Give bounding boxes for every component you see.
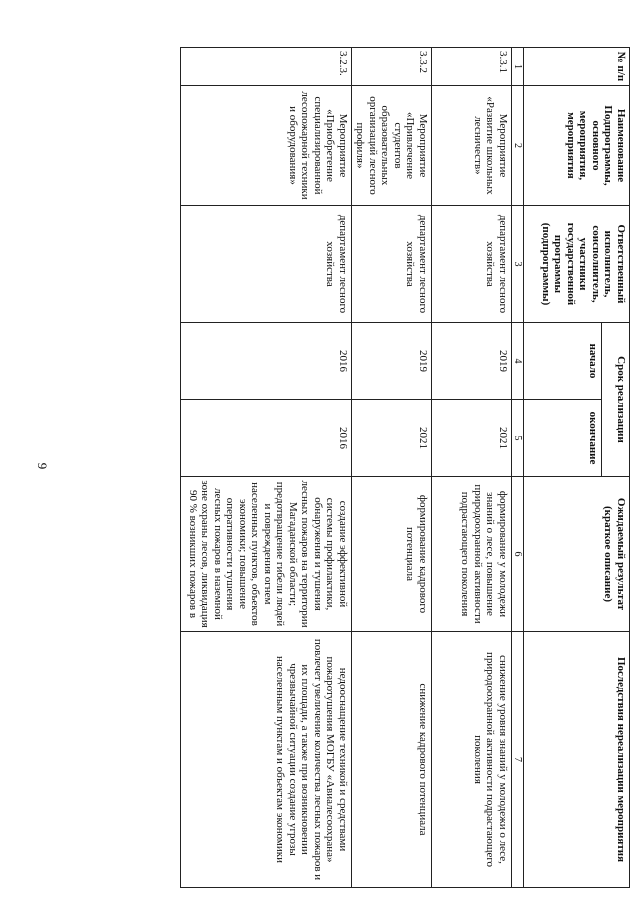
header-consequence: Последствия нереализации мероприятия [524, 632, 630, 888]
row-num: 3.3.2 [352, 48, 432, 86]
header-end: окончание [524, 400, 602, 477]
table-row [181, 48, 352, 888]
column-number: 1 [512, 48, 524, 86]
column-number: 4 [512, 323, 524, 400]
column-number: 3 [512, 206, 524, 323]
row-num: 3.2.3. [181, 48, 352, 86]
header-num: № п/п [524, 48, 630, 86]
row-name: Мероприятие «Привлечение студентов образовательных организаций лесного профиля» [352, 86, 432, 206]
table-row [352, 48, 432, 888]
column-number: 6 [512, 477, 524, 632]
row-consequence: снижение уровня знаний у молодежи о лесе, природоохранной активности подрастающего поколения [432, 632, 512, 888]
row-executor: департамент лесного хозяйства [432, 206, 512, 323]
row-result: создание эффективной системы профилактики, обнаружения и тушения лесных пожаров на территории Магаданской области; предотвращение гибели людей и повреждения огнем населенных пунктов, объектов экономики; повышение оперативности тушения лесных пожаров в наземной зоне охраны лесов, ликвидация 90 % возникших пожаров в [181, 477, 352, 632]
row-start: 2019 [352, 323, 432, 400]
activities-table [180, 47, 630, 888]
header-executor: Ответственный исполнитель, соисполнитель, участники государственной программы (подпрограммы) [524, 206, 630, 323]
row-name: Мероприятие «Развитие школьных лесничеств» [432, 86, 512, 206]
row-name: Мероприятие «Приобретение специализированной лесопожарной техники и оборудования» [181, 86, 352, 206]
column-number: 5 [512, 400, 524, 477]
row-end: 2021 [432, 400, 512, 477]
table-row [432, 48, 512, 888]
row-result: формирование у молодежи знаний о лесе, повышение природоохранной активности подрастающего поколения [432, 477, 512, 632]
row-end: 2016 [181, 400, 352, 477]
column-number: 7 [512, 632, 524, 888]
header-period: Срок реализации [602, 323, 630, 477]
row-num: 3.3.1 [432, 48, 512, 86]
column-number: 2 [512, 86, 524, 206]
header-name: Наименование Подпрограммы, основного мероприятия, мероприятия [524, 86, 630, 206]
table-sheet [180, 47, 630, 887]
row-start: 2019 [432, 323, 512, 400]
row-executor: департамент лесного хозяйства [352, 206, 432, 323]
header-start: начало [524, 323, 602, 400]
row-end: 2021 [352, 400, 432, 477]
row-consequence: недооснащение техникой и средствами пожаротушения МОГБУ «Авиалесоохрана» повлечет увеличение количества лесных пожаров и их площади, а также при возникновении чрезвычайной ситуации создание угрозы населенным пунктам и объектам экономики [181, 632, 352, 888]
row-result: формирование кадрового потенциала [352, 477, 432, 632]
page-number: 9 [35, 462, 50, 470]
row-executor: департамент лесного хозяйства [181, 206, 352, 323]
row-start: 2016 [181, 323, 352, 400]
row-consequence: снижение кадрового потенциала [352, 632, 432, 888]
header-result: Ожидаемый результат (краткое описание) [524, 477, 630, 632]
